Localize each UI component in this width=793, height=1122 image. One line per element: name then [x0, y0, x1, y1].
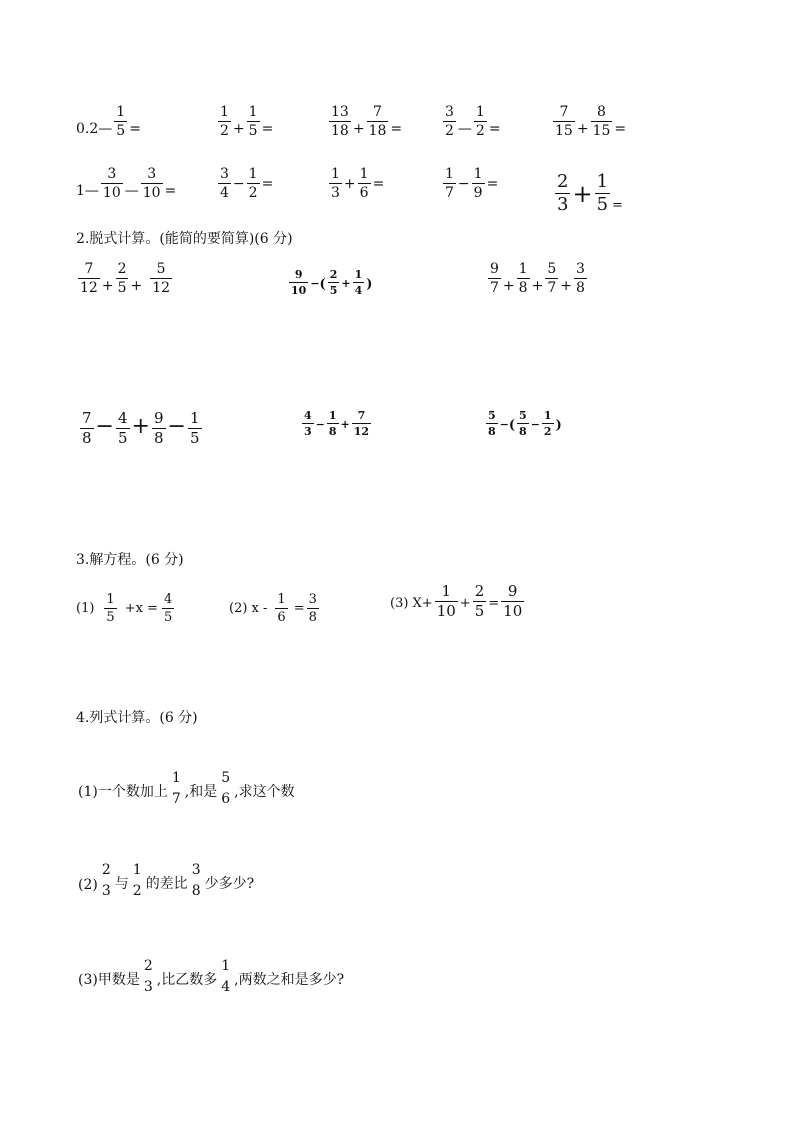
fraction — [116, 262, 129, 295]
fraction — [517, 410, 529, 437]
math-text: + — [341, 277, 351, 290]
fraction — [275, 593, 287, 624]
equation-2 — [229, 593, 321, 624]
denominator: 3 — [143, 979, 153, 995]
fraction-bar — [488, 278, 501, 279]
denominator: 3 — [331, 185, 340, 201]
denominator: 10 — [436, 602, 456, 620]
fraction — [517, 262, 530, 295]
numerator: 1 — [518, 261, 528, 277]
fraction — [486, 410, 498, 437]
fraction — [472, 167, 485, 200]
numerator: 8 — [597, 104, 606, 120]
denominator: 6 — [359, 185, 369, 201]
operator: + — [576, 121, 589, 137]
fraction — [219, 958, 232, 995]
denominator: 4 — [221, 979, 231, 995]
operator: — — [457, 121, 472, 137]
fraction — [80, 411, 94, 446]
fraction-bar — [218, 183, 231, 184]
fraction-bar — [367, 121, 389, 122]
fraction — [116, 411, 130, 446]
fraction — [142, 958, 155, 995]
math-text: − — [310, 277, 320, 290]
fraction — [553, 105, 575, 138]
section-4-heading: 4.列式计算。(6 分) — [76, 710, 198, 726]
fraction — [188, 411, 202, 446]
numerator: 2 — [143, 958, 153, 974]
fraction-bar — [329, 121, 351, 122]
math-text: + — [459, 596, 471, 611]
fraction — [545, 262, 558, 295]
numerator: 2 — [329, 268, 338, 281]
fraction — [329, 167, 342, 200]
denominator: 5 — [117, 429, 128, 447]
oral-calc-4 — [441, 105, 501, 138]
denominator: 2 — [248, 185, 258, 201]
fraction-bar — [219, 788, 232, 789]
oral-calc-2 — [216, 105, 273, 138]
numerator: 3 — [575, 261, 585, 277]
fraction-bar — [142, 976, 155, 977]
word-problem-3 — [78, 958, 345, 995]
math-text: + — [502, 278, 515, 294]
equals-sign: = — [614, 121, 627, 137]
equals-sign: = — [164, 183, 177, 199]
fraction-bar — [100, 880, 113, 881]
fraction — [555, 173, 570, 214]
numerator: 1 — [220, 104, 229, 120]
numerator: 1 — [441, 582, 452, 600]
denominator: 4 — [220, 185, 229, 201]
oral-calc-7 — [216, 167, 273, 200]
numerator: 3 — [308, 592, 317, 607]
equals-sign: = — [372, 176, 385, 192]
fraction — [131, 862, 144, 899]
denominator: 7 — [490, 280, 499, 296]
fraction-bar — [170, 788, 183, 789]
denominator: 15 — [592, 123, 611, 139]
fraction — [219, 770, 232, 807]
fraction-bar — [352, 423, 371, 424]
denominator: 5 — [163, 610, 173, 625]
numerator: 3 — [147, 166, 157, 182]
equals-sign: = — [390, 121, 403, 137]
numerator: 3 — [191, 862, 201, 878]
numerator: 1 — [116, 104, 126, 120]
fraction-bar — [104, 608, 116, 609]
fraction-bar — [329, 183, 342, 184]
denominator: 3 — [101, 883, 111, 899]
math-text: + — [531, 278, 544, 294]
fraction — [247, 167, 260, 200]
fraction-bar — [553, 121, 575, 122]
numerator: 1 — [248, 104, 258, 120]
fraction — [218, 167, 231, 200]
fraction-bar — [162, 608, 174, 609]
expression-1 — [76, 262, 174, 295]
operator: + — [352, 121, 365, 137]
numerator: 4 — [117, 409, 128, 427]
fraction-bar — [517, 423, 529, 424]
numerator: 7 — [82, 409, 92, 427]
fraction-bar — [141, 183, 163, 184]
math-text: ,求这个数 — [234, 784, 295, 800]
fraction-bar — [150, 278, 172, 279]
fraction — [302, 410, 314, 437]
math-text: − — [315, 418, 325, 431]
numerator: 9 — [507, 582, 518, 600]
numerator: 9 — [294, 268, 303, 281]
numerator: 3 — [107, 166, 117, 182]
numerator: 1 — [475, 104, 485, 120]
math-text: = — [488, 596, 500, 611]
fraction-bar — [247, 183, 260, 184]
denominator: 18 — [331, 123, 349, 139]
math-text: 少多少? — [204, 876, 255, 892]
denominator: 5 — [596, 194, 609, 215]
fraction-bar — [190, 880, 203, 881]
fraction — [150, 262, 172, 295]
numerator: 9 — [490, 261, 499, 277]
denominator: 8 — [488, 425, 496, 438]
numerator: 2 — [557, 171, 569, 192]
word-problem-1 — [78, 770, 295, 807]
denominator: 10 — [142, 185, 161, 201]
fraction-bar — [542, 423, 554, 424]
numerator: 2 — [117, 261, 127, 277]
fraction-bar — [443, 121, 456, 122]
expression-6 — [484, 410, 562, 437]
fraction — [218, 105, 231, 138]
expression-4 — [78, 411, 204, 446]
math-text: 与 — [114, 876, 129, 892]
numerator: 1 — [106, 592, 115, 607]
numerator: 7 — [373, 104, 382, 120]
oral-calc-1 — [76, 105, 141, 138]
math-text: = — [293, 601, 305, 616]
numerator: 1 — [354, 268, 363, 281]
numerator: 1 — [473, 166, 483, 182]
denominator: 5 — [189, 429, 200, 447]
fraction-bar — [327, 423, 339, 424]
fraction-bar — [101, 183, 123, 184]
denominator: 2 — [220, 123, 229, 139]
denominator: 10 — [291, 284, 307, 297]
equals-sign: = — [612, 198, 623, 213]
fraction — [473, 584, 487, 619]
expression-2 — [287, 269, 372, 296]
fraction — [152, 411, 166, 446]
numerator: 1 — [445, 166, 454, 182]
numerator: 1 — [328, 409, 337, 422]
equals-sign: = — [486, 176, 499, 192]
fraction-bar — [545, 278, 558, 279]
numerator: 5 — [221, 770, 231, 786]
operator: + — [232, 121, 245, 137]
numerator: 5 — [547, 261, 557, 277]
operator: — — [124, 183, 139, 199]
fraction — [542, 410, 554, 437]
fraction-bar — [116, 278, 129, 279]
denominator: 6 — [277, 610, 286, 625]
oral-calc-9 — [441, 167, 498, 200]
oral-calc-10 — [553, 173, 623, 214]
math-text: ) — [555, 418, 562, 433]
prefix: 1— — [76, 183, 99, 199]
equals-sign: = — [488, 121, 501, 137]
equation-label: (1) — [76, 601, 95, 616]
operator: + — [101, 278, 114, 294]
denominator: 3 — [557, 194, 569, 215]
equation-3 — [390, 584, 526, 619]
fraction — [101, 167, 123, 200]
math-text: (1)一个数加上 — [78, 784, 168, 800]
operator: + — [572, 180, 593, 208]
math-text: ( — [319, 277, 326, 292]
fraction — [353, 269, 365, 296]
fraction-bar — [218, 121, 231, 122]
fraction — [289, 269, 308, 296]
fraction — [435, 584, 458, 619]
expression-5 — [300, 410, 373, 437]
fraction — [170, 770, 183, 807]
oral-calc-6 — [76, 167, 176, 200]
denominator: 5 — [329, 284, 338, 297]
prefix: 0.2— — [76, 121, 113, 137]
fraction — [100, 862, 113, 899]
denominator: 8 — [82, 429, 92, 447]
denominator: 8 — [328, 425, 337, 438]
denominator: 15 — [555, 123, 573, 139]
math-text: − — [530, 418, 540, 431]
oral-calc-8 — [327, 167, 384, 200]
operator: + — [130, 278, 143, 294]
equals-sign: = — [261, 176, 274, 192]
fraction — [367, 105, 389, 138]
fraction — [78, 262, 100, 295]
fraction — [488, 262, 501, 295]
denominator: 8 — [308, 610, 317, 625]
equals-sign: = — [129, 121, 141, 137]
numerator: 9 — [153, 409, 164, 427]
fraction-bar — [591, 121, 613, 122]
denominator: 3 — [304, 425, 312, 438]
math-text: +x = — [124, 601, 158, 616]
numerator: 2 — [101, 862, 111, 878]
math-text: − — [167, 414, 186, 439]
denominator: 6 — [221, 791, 231, 807]
denominator: 8 — [191, 883, 201, 899]
fraction-bar — [78, 278, 100, 279]
math-text: ( — [508, 418, 516, 433]
fraction — [162, 593, 174, 624]
math-text: ) — [366, 277, 373, 292]
math-text: (2) — [78, 877, 98, 893]
fraction-bar — [574, 278, 587, 279]
math-text: ,比乙数多 — [156, 972, 218, 988]
operator: + — [343, 176, 356, 192]
fraction — [329, 105, 351, 138]
fraction — [307, 593, 319, 624]
fraction — [190, 862, 203, 899]
fraction — [328, 269, 340, 296]
expression-3 — [486, 262, 589, 295]
equation-1 — [76, 593, 176, 624]
oral-calc-5 — [551, 105, 626, 138]
denominator: 2 — [132, 883, 142, 899]
math-text: + — [560, 278, 572, 294]
equation-label: (3) X+ — [390, 596, 433, 611]
fraction-bar — [302, 423, 314, 424]
denominator: 2 — [543, 425, 552, 438]
section-2-heading: 2.脱式计算。(能简的要简算)(6 分) — [76, 231, 293, 247]
fraction — [591, 105, 613, 138]
numerator: 3 — [220, 166, 229, 182]
math-text: (3)甲数是 — [78, 972, 140, 988]
fraction — [114, 105, 127, 138]
numerator: 1 — [171, 770, 181, 786]
math-text: ,两数之和是多少? — [234, 972, 345, 988]
numerator: 4 — [163, 592, 173, 607]
operator: − — [232, 176, 245, 192]
equation-label: (2) x - — [229, 601, 268, 616]
fraction — [352, 410, 371, 437]
fraction-bar — [289, 282, 308, 283]
numerator: 7 — [559, 104, 569, 120]
fraction — [358, 167, 371, 200]
denominator: 4 — [354, 284, 363, 297]
fraction-bar — [131, 880, 144, 881]
denominator: 5 — [106, 610, 115, 625]
oral-calc-3 — [327, 105, 402, 138]
numerator: 5 — [488, 409, 496, 422]
numerator: 1 — [331, 166, 340, 182]
fraction — [474, 105, 487, 138]
operator: − — [457, 176, 470, 192]
math-text: + — [131, 414, 150, 439]
numerator: 1 — [221, 958, 231, 974]
numerator: 1 — [596, 171, 609, 192]
math-text: 的差比 — [145, 876, 188, 892]
fraction — [595, 173, 610, 214]
numerator: 1 — [277, 592, 286, 607]
fraction — [501, 584, 524, 619]
numerator: 1 — [359, 166, 369, 182]
denominator: 8 — [575, 280, 585, 296]
fraction-bar — [486, 423, 498, 424]
section-3-heading: 3.解方程。(6 分) — [76, 552, 184, 568]
numerator: 13 — [331, 104, 349, 120]
numerator: 5 — [156, 261, 166, 277]
fraction — [104, 593, 116, 624]
word-problem-2 — [78, 862, 255, 899]
fraction — [247, 105, 260, 138]
denominator: 7 — [547, 280, 557, 296]
numerator: 3 — [445, 104, 454, 120]
denominator: 12 — [80, 280, 98, 296]
denominator: 12 — [353, 425, 370, 438]
denominator: 5 — [116, 123, 126, 139]
fraction-bar — [247, 121, 260, 122]
numerator: 5 — [519, 409, 527, 422]
denominator: 18 — [368, 123, 387, 139]
fraction-bar — [472, 183, 485, 184]
denominator: 2 — [475, 123, 485, 139]
fraction-bar — [443, 183, 456, 184]
fraction-bar — [114, 121, 127, 122]
equals-sign: = — [261, 121, 274, 137]
math-text: − — [499, 418, 509, 431]
denominator: 5 — [248, 123, 258, 139]
denominator: 10 — [503, 602, 523, 620]
fraction — [443, 105, 456, 138]
fraction-bar — [328, 282, 340, 283]
fraction-bar — [275, 608, 287, 609]
fraction-bar — [307, 608, 319, 609]
math-text: ,和是 — [184, 784, 218, 800]
math-text: − — [95, 414, 114, 439]
fraction-bar — [474, 121, 487, 122]
fraction-bar — [517, 278, 530, 279]
numerator: 1 — [543, 409, 552, 422]
math-text: + — [340, 418, 350, 431]
numerator: 1 — [189, 409, 200, 427]
denominator: 10 — [102, 185, 121, 201]
denominator: 8 — [519, 425, 527, 438]
denominator: 8 — [153, 429, 164, 447]
numerator: 1 — [132, 862, 142, 878]
denominator: 9 — [473, 185, 483, 201]
fraction-bar — [353, 282, 365, 283]
denominator: 7 — [171, 791, 181, 807]
denominator: 5 — [117, 280, 127, 296]
numerator: 1 — [248, 166, 258, 182]
fraction-bar — [219, 976, 232, 977]
fraction — [443, 167, 456, 200]
numerator: 4 — [304, 409, 312, 422]
fraction-bar — [358, 183, 371, 184]
fraction — [141, 167, 163, 200]
numerator: 7 — [84, 261, 94, 277]
denominator: 7 — [445, 185, 454, 201]
denominator: 8 — [518, 280, 528, 296]
fraction — [574, 262, 587, 295]
denominator: 5 — [474, 602, 485, 620]
fraction — [327, 410, 339, 437]
denominator: 12 — [152, 280, 171, 296]
numerator: 2 — [474, 582, 485, 600]
denominator: 2 — [445, 123, 454, 139]
numerator: 7 — [357, 409, 366, 422]
